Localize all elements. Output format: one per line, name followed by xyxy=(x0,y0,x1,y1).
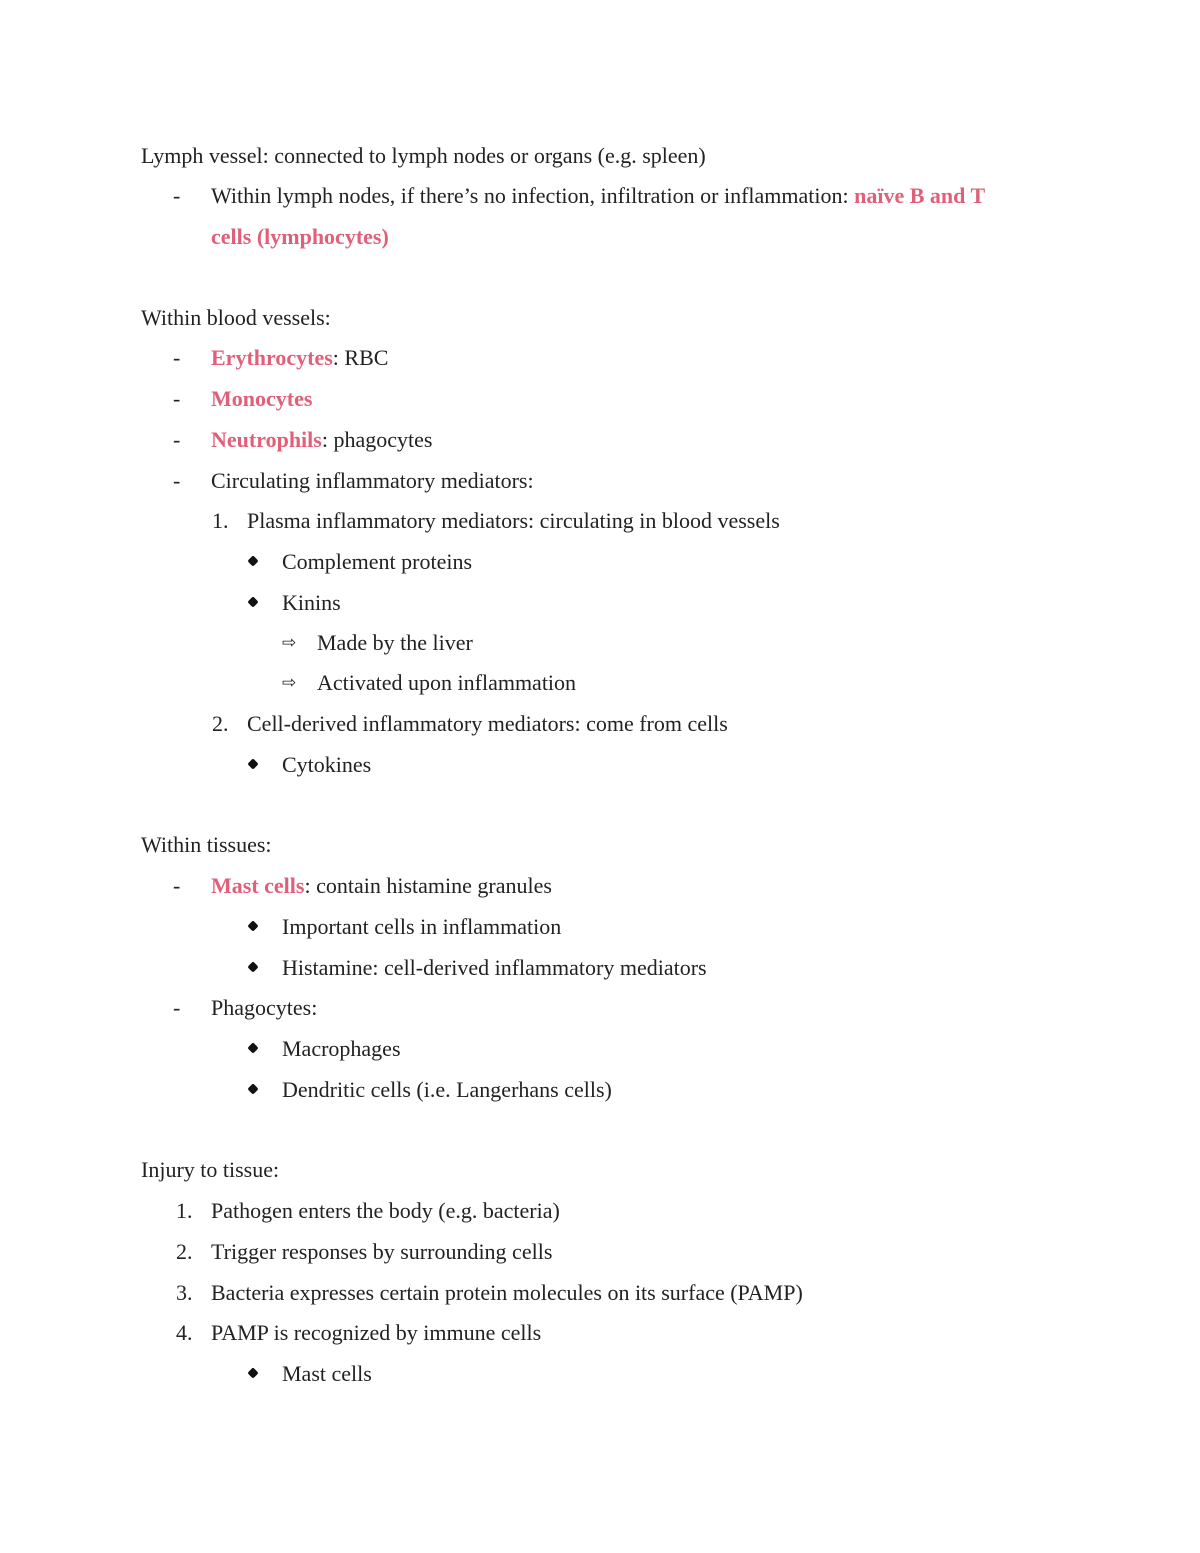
bullet-icon xyxy=(247,596,258,607)
erythrocytes-label: Erythrocytes xyxy=(211,345,333,370)
mast-cells-label: Mast cells xyxy=(211,873,305,898)
dash-marker: - xyxy=(173,468,181,493)
bullet-icon xyxy=(247,1083,258,1094)
tissues-heading: Within tissues: xyxy=(141,832,272,857)
dash-marker: - xyxy=(173,995,181,1020)
lymph-heading: Lymph vessel: connected to lymph nodes or organs (e.g. spleen) xyxy=(141,143,706,168)
bullet-icon xyxy=(247,1042,258,1053)
lymph-highlight-a: naïve B and T xyxy=(854,183,986,208)
lymph-highlight-b: cells (lymphocytes) xyxy=(211,224,389,249)
injury-step: Pathogen enters the body (e.g. bacteria) xyxy=(211,1198,560,1223)
mast-cells-item xyxy=(211,872,552,900)
bullet-icon xyxy=(247,961,258,972)
activated-upon-inflammation: Activated upon inflammation xyxy=(317,670,577,695)
complement-proteins: Complement proteins xyxy=(282,549,473,574)
erythrocytes-item xyxy=(211,344,388,372)
bullet-icon xyxy=(247,1367,258,1378)
made-by-liver: Made by the liver xyxy=(317,630,473,655)
arrow-icon: ⇨ xyxy=(282,673,297,693)
lymph-item-text: Within lymph nodes, if there’s no infection, infiltration or inflammation: xyxy=(211,183,855,208)
bullet-icon xyxy=(247,555,258,566)
dendritic-cells: Dendritic cells (i.e. Langerhans cells) xyxy=(282,1077,612,1102)
dash-marker: - xyxy=(173,386,181,411)
bullet-icon xyxy=(247,758,258,769)
blood-heading: Within blood vessels: xyxy=(141,305,331,330)
injury-step: Trigger responses by surrounding cells xyxy=(211,1239,553,1264)
mast-cells-text: : contain histamine granules xyxy=(304,873,552,898)
injury-step: Bacteria expresses certain protein molecules on its surface (PAMP) xyxy=(211,1280,803,1305)
list-number: 3. xyxy=(176,1280,193,1305)
dash-marker: - xyxy=(173,427,181,452)
mast-cells-sub: Mast cells xyxy=(282,1361,372,1386)
important-cells: Important cells in inflammation xyxy=(282,914,562,939)
histamine: Histamine: cell-derived inflammatory mediators xyxy=(282,955,707,980)
circulating-mediators: Circulating inflammatory mediators: xyxy=(211,468,534,493)
phagocytes-item: Phagocytes: xyxy=(211,995,318,1020)
cell-derived-mediators: Cell-derived inflammatory mediators: come from cells xyxy=(247,711,728,736)
list-number: 1. xyxy=(176,1198,193,1223)
dash-marker: - xyxy=(173,183,181,208)
erythrocytes-text: : RBC xyxy=(332,345,389,370)
list-number: 2. xyxy=(212,711,229,736)
injury-step: PAMP is recognized by immune cells xyxy=(211,1320,542,1345)
bullet-icon xyxy=(247,920,258,931)
list-number: 1. xyxy=(212,508,229,533)
monocytes-label: Monocytes xyxy=(211,386,313,411)
neutrophils-item xyxy=(211,426,432,454)
injury-heading: Injury to tissue: xyxy=(141,1157,280,1182)
list-number: 2. xyxy=(176,1239,193,1264)
dash-marker: - xyxy=(173,873,181,898)
plasma-mediators: Plasma inflammatory mediators: circulating in blood vessels xyxy=(247,508,780,533)
macrophages: Macrophages xyxy=(282,1036,401,1061)
list-number: 4. xyxy=(176,1320,193,1345)
dash-marker: - xyxy=(173,345,181,370)
lymph-item xyxy=(211,182,985,210)
neutrophils-label: Neutrophils xyxy=(211,427,322,452)
cytokines: Cytokines xyxy=(282,752,372,777)
arrow-icon: ⇨ xyxy=(282,633,297,653)
kinins: Kinins xyxy=(282,590,341,615)
neutrophils-text: : phagocytes xyxy=(321,427,433,452)
